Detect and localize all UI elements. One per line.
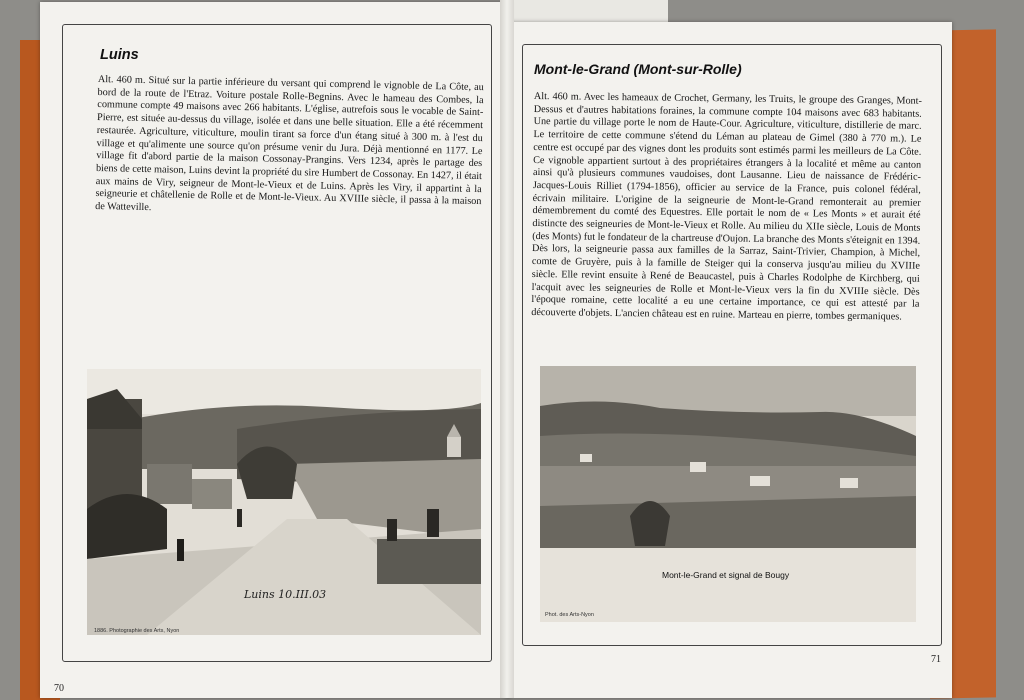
left-page-body-text: Alt. 460 m. Situé sur la partie inférieure du versant qui comprend le vignoble de La Côte, au bord de la route de l'Etraz. Voiture postale Rolle-Begnins. Avec le hameau des Combes, la commune compte 49 maisons avec 266 habitants. L'église, autrefois sous le vocable de Saint-Pierre, est située au-dessus du village, isolée et dans une belle situation. Elle a été récemment restaurée. Agriculture, viticulture, moulin tirant sa force d'un étang situé à 300 m. à l'est du village et qu'alimente une source qu'on présume venir du Jura. Déjà mentionné en 1177. Le village fit d'abord partie de la maison Cossonay-Prangins. Vers 1234, après le partage des biens de cette maison, Luins devint la propriété du sire Humbert de Cossonay. En 1427, il était aux mains de Viry, seigneur de Mont-le-Vieux et de Luins. Après les Viry, il appartint à la seigneurie et châtellenie de Rolle et de Mont-le-Vieux. Au XVIIIe siècle, il passa à la maison de Watteville. [95,74,484,214]
book-spine [500,0,514,698]
mont-le-grand-photo [540,366,916,622]
right-page-title: Mont-le-Grand (Mont-sur-Rolle) [534,61,742,77]
right-photo-credit: Phot. des Arts-Nyon [545,612,594,618]
left-photo-credit: 1886. Photographie des Arts, Nyon [94,628,180,634]
page-number-left: 70 [54,683,64,694]
photo-postmark-inscription: Luins 10.III.03 [244,588,327,601]
page-number-right: 71 [931,654,941,665]
left-page-title: Luins [100,47,139,63]
right-page-body-text: Alt. 460 m. Avec les hameaux de Crochet, Germany, les Truits, le groupe des Granges, Mont-Dessus et d'autres habitations foraines, la commune compte 104 maisons avec 683 habitants. Une partie du village porte le nom de Haute-Cour. Agriculture, viticulture, distillerie de marc. Le territoire de cette commune s'étend du Léman au plateau de Gimel (380 à 770 m.). Le centre est occupé par des vignes dont les produits sont estimés parmi les meilleurs de La Côte. Ce vignoble appartient surtout à des propriétaires étrangers à la localité et même au canton ainsi qu'à plusieurs communes vaudoises, dont Lausanne. Lieu de naissance de Frédéric-Jacques-Louis Rilliet (1794-1856), officier au service de la France, puis colonel fédéral, écrivain militaire. L'origine de la seigneurie de Mont-le-Grand remonterait au premier démembrement du comté des Equestres. Elle portait le nom de « Les Monts » et aurait été distincte des seigneuries de Mont-le-Vieux et Rolle. Au milieu du XIIe siècle, Louis de Monts (des Monts) fut le fondateur de la chartreuse d'Oujon. La branche des Monts s'éteignit en 1394. Dès lors, la seigneurie passa aux familles de la Sarraz, Saint-Trivier, Champion, à Michel, comte de Gruyère, puis à la famille de Steiger qui la conserva jusqu'au milieu du XVIIIe siècle. Elle revint ensuite à René de Beaucastel, puis à Charles Rodolphe de Kirchberg, qui l'acquit avec les seigneuries de Rolle et Mont-le-Vieux vers la fin du XVIIIe siècle. Dès l'époque romaine, cette localité a eu une certaine importance, ce qui est attesté par la découverte d'objets. L'ancien château est en ruine. Marteau en pierre, tombes germaniques. [531,91,922,323]
right-photo-caption: Mont-le-Grand et signal de Bougy [662,570,790,580]
